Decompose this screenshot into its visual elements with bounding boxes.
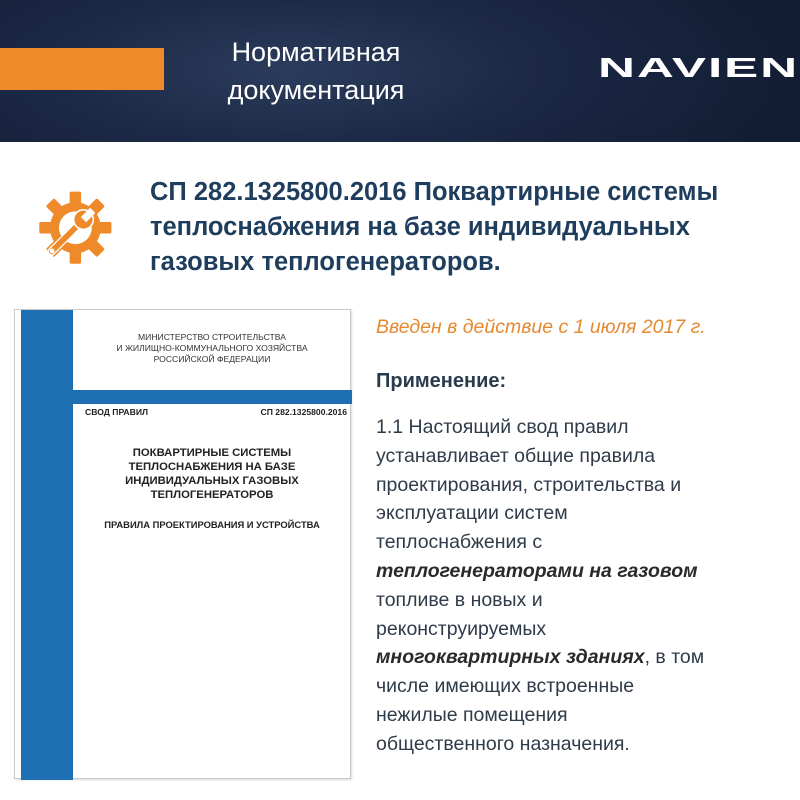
cover-ministry (81, 332, 343, 365)
cover-stripe-horizontal (73, 390, 352, 404)
cover-subtitle: ПРАВИЛА ПРОЕКТИРОВАНИЯ И УСТРОЙСТВА (104, 519, 320, 530)
emphasis-text: теплогенераторами на газовом (376, 559, 698, 582)
cover-type-label: СВОД ПРАВИЛ (85, 407, 149, 417)
cover-ministry-line: И ЖИЛИЩНО-КОММУНАЛЬНОГО ХОЗЯЙСТВА (116, 343, 308, 353)
document-cover-image (14, 309, 351, 779)
body-line: реконструируемых (376, 617, 547, 640)
cover-title-line: ПОКВАРТИРНЫЕ СИСТЕМЫ (132, 447, 292, 459)
cover-title (81, 446, 343, 502)
body-line: теплоснабжения с (376, 531, 543, 554)
body-paragraph (376, 413, 791, 759)
body-line: проектирования, строительства и (376, 473, 682, 496)
page-title-line: СП 282.1325800.2016 Поквартирные системы (150, 178, 719, 206)
header-title-line: Нормативная (231, 37, 401, 67)
body-line: эксплуатации систем (376, 502, 568, 525)
emphasis-text: многоквартирных зданиях (376, 646, 645, 669)
body-line: числе имеющих встроенные (376, 675, 635, 698)
cover-ministry-line: РОССИЙСКОЙ ФЕДЕРАЦИИ (153, 354, 271, 364)
body-text-segment: , в том (644, 646, 705, 669)
body-line: устанавливает общие правила (376, 444, 656, 467)
page-title (150, 175, 790, 280)
cover-ministry-line: МИНИСТЕРСТВО СТРОИТЕЛЬСТВА (138, 332, 286, 342)
cover-title-line: ТЕПЛОГЕНЕРАТОРОВ (150, 489, 274, 501)
body-line: топливе в новых и (376, 588, 543, 611)
header-title-line: документация (227, 75, 405, 105)
logo-text: NAVIEN (598, 52, 799, 82)
cover-code: СП 282.1325800.2016 (260, 407, 347, 417)
body-line: нежилые помещения (376, 703, 568, 726)
body-line (376, 557, 791, 586)
effective-date: Введен в действие с 1 июля 2017 г. (376, 316, 706, 338)
cover-title-line: ТЕПЛОСНАБЖЕНИЯ НА БАЗЕ (128, 461, 296, 473)
cover-stripe-vertical (21, 310, 73, 780)
accent-bar (0, 48, 164, 90)
header-banner (0, 0, 800, 142)
navien-logo (598, 52, 799, 82)
header-title (186, 33, 446, 109)
body-line: 1.1 Настоящий свод правил (376, 416, 629, 438)
body-line: общественного назначения. (376, 732, 630, 755)
section-heading: Применение: (376, 370, 507, 392)
cover-code-row (85, 407, 347, 417)
body-line (376, 643, 791, 672)
page-title-line: газовых теплогенераторов. (150, 248, 501, 276)
cover-title-line: ИНДИВИДУАЛЬНЫХ ГАЗОВЫХ (125, 475, 299, 487)
page-title-line: теплоснабжения на базе индивидуальных (150, 213, 690, 241)
gear-wrench-icon (36, 190, 118, 272)
